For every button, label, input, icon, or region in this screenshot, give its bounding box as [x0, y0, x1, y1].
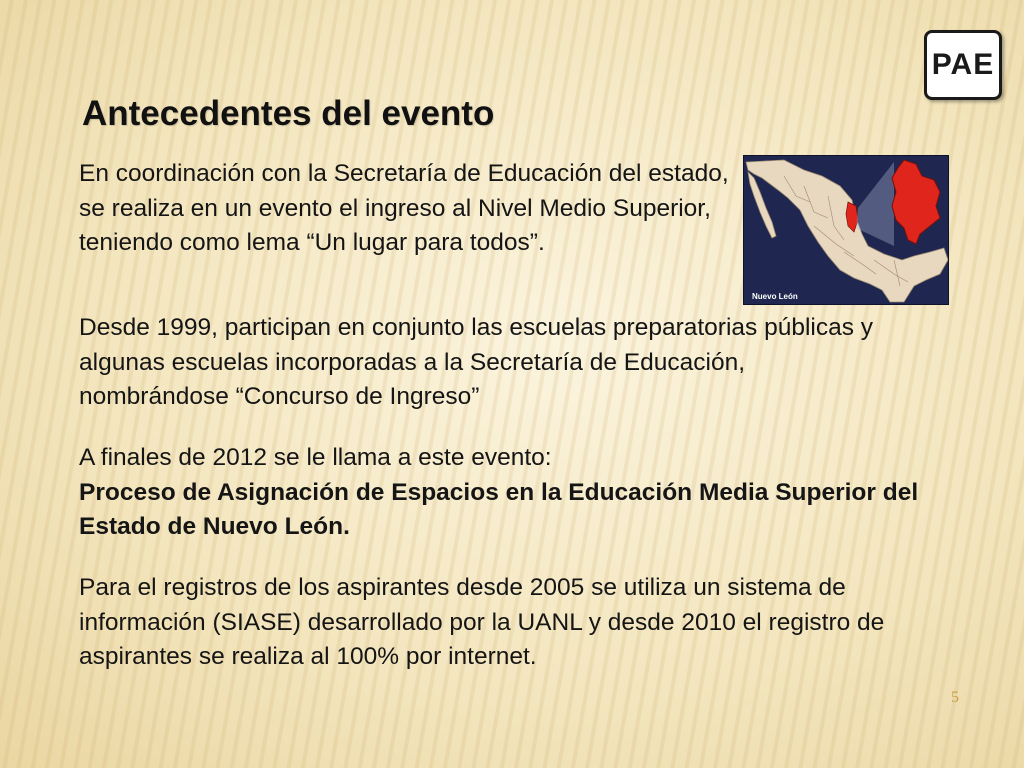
event-name-bold: Proceso de Asignación de Espacios en la Educación Media Superior del Estado de Nuevo León.	[79, 478, 919, 540]
nuevo-leon-enlarged	[892, 160, 940, 244]
paragraph-coordination: En coordinación con la Secretaría de Educación del estado, se realiza en un evento el ingreso al Nivel Medio Superior, teniendo como lema “Un lugar para todos”.	[79, 160, 729, 256]
map-graphic	[744, 156, 948, 304]
page-number: 5	[951, 689, 959, 706]
logo-text: PAE	[931, 48, 995, 81]
paragraph-history: Desde 1999, participan en conjunto las escuelas preparatorias públicas y algunas escuelas incorporadas a la Secretaría de Educación, nombrándose “Concurso de Ingreso”	[79, 314, 874, 410]
slide-title: Antecedentes del evento	[82, 94, 495, 133]
paragraph-event-name	[79, 441, 919, 545]
event-name-intro: A finales de 2012 se le llama a este evento:	[79, 444, 552, 471]
mexico-map-image	[743, 155, 949, 305]
pae-logo	[924, 30, 1002, 100]
paragraph-registration: Para el registros de los aspirantes desde 2005 se utiliza un sistema de información (SIASE) desarrollado por la UANL y desde 2010 el registro de aspirantes se realiza al 100% por internet.	[79, 574, 885, 670]
map-label: Nuevo León	[752, 292, 798, 301]
